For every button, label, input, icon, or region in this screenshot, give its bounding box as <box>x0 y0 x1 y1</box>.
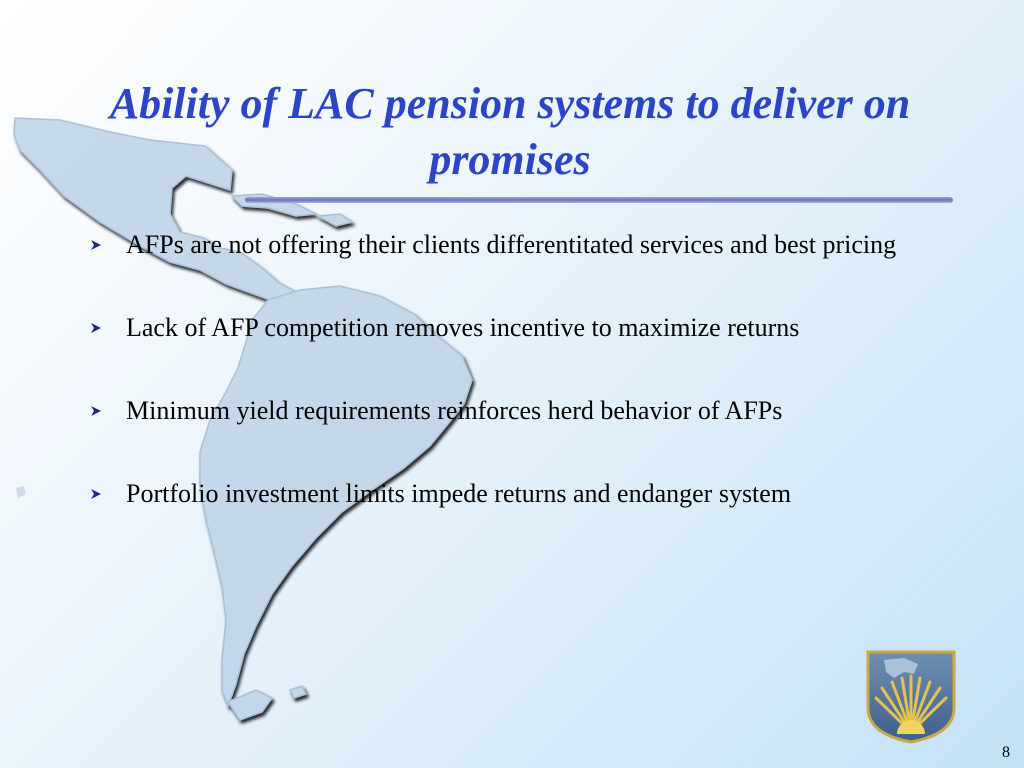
chevron-right-icon <box>88 486 104 502</box>
bullet-text: Minimum yield requirements reinforces herd behavior of AFPs <box>126 396 783 425</box>
bullet-item <box>84 228 944 261</box>
bullet-item <box>84 311 944 344</box>
chevron-right-icon <box>88 237 104 253</box>
slide-title: Ability of LAC pension systems to deliver on promises <box>109 79 911 184</box>
title-underline <box>245 197 953 203</box>
bullet-list <box>84 228 944 510</box>
chevron-right-icon <box>88 403 104 419</box>
bullet-item <box>84 394 944 427</box>
bullet-text: Portfolio investment limits impede returns and endanger system <box>126 479 792 508</box>
bullet-text: Lack of AFP competition removes incentive to maximize returns <box>126 313 800 342</box>
bullet-item <box>84 477 944 510</box>
falkland-islands <box>290 686 306 698</box>
sunrise-emblem-icon <box>864 648 958 744</box>
southern-islands <box>228 690 272 720</box>
hispaniola-island <box>318 214 352 226</box>
bullet-text: AFPs are not offering their clients differentitated services and best pricing <box>126 230 897 259</box>
chevron-right-icon <box>88 320 104 336</box>
page-number: 8 <box>1002 744 1010 761</box>
small-islet <box>16 486 26 498</box>
